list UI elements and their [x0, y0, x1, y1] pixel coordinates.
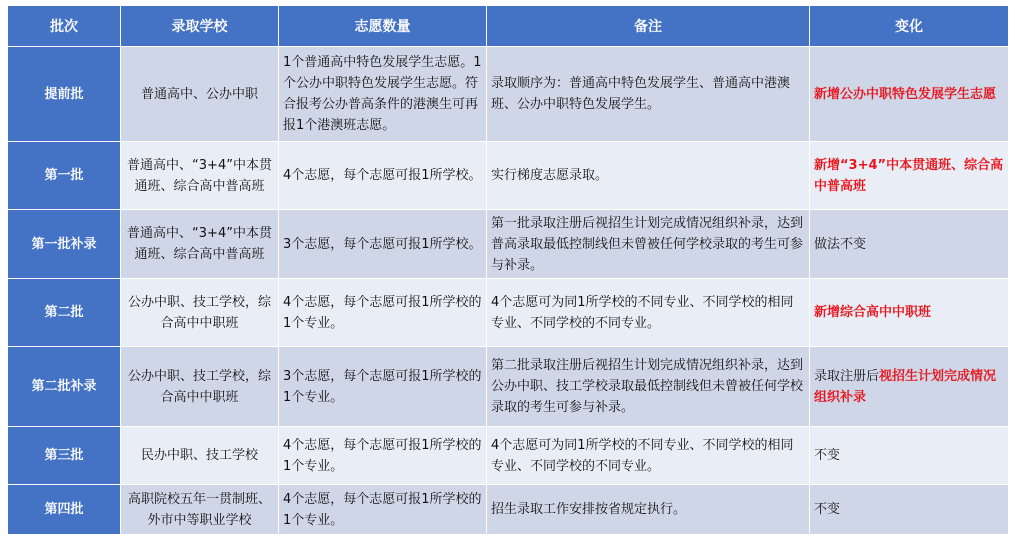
table-row [8, 142, 1009, 210]
quota-cell: 4个志愿，每个志愿可报1所学校的1个专业。 [279, 485, 487, 535]
quota-cell: 1个普通高中特色发展学生志愿。1个公办中职特色发展学生志愿。符合报考公办普高条件的港澳生可再报1个港澳班志愿。 [279, 47, 487, 142]
change-cell [810, 279, 1009, 347]
schools-cell: 普通高中、公办中职 [121, 47, 279, 142]
schools-cell: 公办中职、技工学校，综合高中中职班 [121, 279, 279, 347]
change-cell [810, 47, 1009, 142]
batch-cell: 第一批补录 [8, 210, 121, 279]
table-row [8, 279, 1009, 347]
change-highlight-text: 视招生计划完成情况组织补录 [814, 368, 997, 405]
change-plain-text: 录取注册后 [814, 368, 880, 384]
header-change: 变化 [810, 6, 1009, 47]
batch-cell: 第二批 [8, 279, 121, 347]
change-cell [810, 142, 1009, 210]
note-cell: 第二批录取注册后视招生计划完成情况组织补录，达到公办中职、技工学校录取最低控制线但未曾被任何学校录取的考生可参与补录。 [487, 347, 810, 427]
quota-cell: 4个志愿，每个志愿可报1所学校的1个专业。 [279, 279, 487, 347]
note-cell: 录取顺序为：普通高中特色发展学生、普通高中港澳班、公办中职特色发展学生。 [487, 47, 810, 142]
schools-cell: 普通高中、“3+4”中本贯通班、综合高中普高班 [121, 210, 279, 279]
admission-table-container [7, 5, 1008, 535]
schools-cell: 普通高中、“3+4”中本贯通班、综合高中普高班 [121, 142, 279, 210]
note-cell: 实行梯度志愿录取。 [487, 142, 810, 210]
change-highlight-text: 新增公办中职特色发展学生志愿 [814, 86, 997, 102]
batch-cell: 第二批补录 [8, 347, 121, 427]
change-highlight-text: 新增“3+4”中本贯通班、综合高中普高班 [814, 157, 1004, 194]
admission-batch-table [7, 5, 1009, 535]
note-cell: 第一批录取注册后视招生计划完成情况组织补录，达到普高录取最低控制线但未曾被任何学校录取的考生可参与补录。 [487, 210, 810, 279]
table-row [8, 210, 1009, 279]
change-cell [810, 427, 1009, 485]
batch-cell: 第四批 [8, 485, 121, 535]
table-row [8, 347, 1009, 427]
quota-cell: 3个志愿，每个志愿可报1所学校。 [279, 210, 487, 279]
quota-cell: 3个志愿，每个志愿可报1所学校的1个专业。 [279, 347, 487, 427]
schools-cell: 民办中职、技工学校 [121, 427, 279, 485]
change-highlight-text: 新增综合高中中职班 [814, 305, 932, 320]
header-batch: 批次 [8, 6, 121, 47]
header-schools: 录取学校 [121, 6, 279, 47]
table-header-row [8, 6, 1009, 47]
change-plain-text: 做法不变 [814, 236, 867, 252]
quota-cell: 4个志愿，每个志愿可报1所学校。 [279, 142, 487, 210]
table-row [8, 47, 1009, 142]
table-row [8, 427, 1009, 485]
note-cell: 4个志愿可为同1所学校的不同专业、不同学校的相同专业、不同学校的不同专业。 [487, 279, 810, 347]
change-cell [810, 347, 1009, 427]
note-cell: 招生录取工作安排按省规定执行。 [487, 485, 810, 535]
change-cell [810, 485, 1009, 535]
header-quota: 志愿数量 [279, 6, 487, 47]
change-plain-text: 不变 [814, 502, 841, 517]
change-cell [810, 210, 1009, 279]
batch-cell: 第一批 [8, 142, 121, 210]
header-note: 备注 [487, 6, 810, 47]
quota-cell: 4个志愿，每个志愿可报1所学校的1个专业。 [279, 427, 487, 485]
change-plain-text: 不变 [814, 448, 841, 463]
schools-cell: 高职院校五年一贯制班、外市中等职业学校 [121, 485, 279, 535]
batch-cell: 第三批 [8, 427, 121, 485]
note-cell: 4个志愿可为同1所学校的不同专业、不同学校的相同专业、不同学校的不同专业。 [487, 427, 810, 485]
table-row [8, 485, 1009, 535]
schools-cell: 公办中职、技工学校，综合高中中职班 [121, 347, 279, 427]
batch-cell: 提前批 [8, 47, 121, 142]
